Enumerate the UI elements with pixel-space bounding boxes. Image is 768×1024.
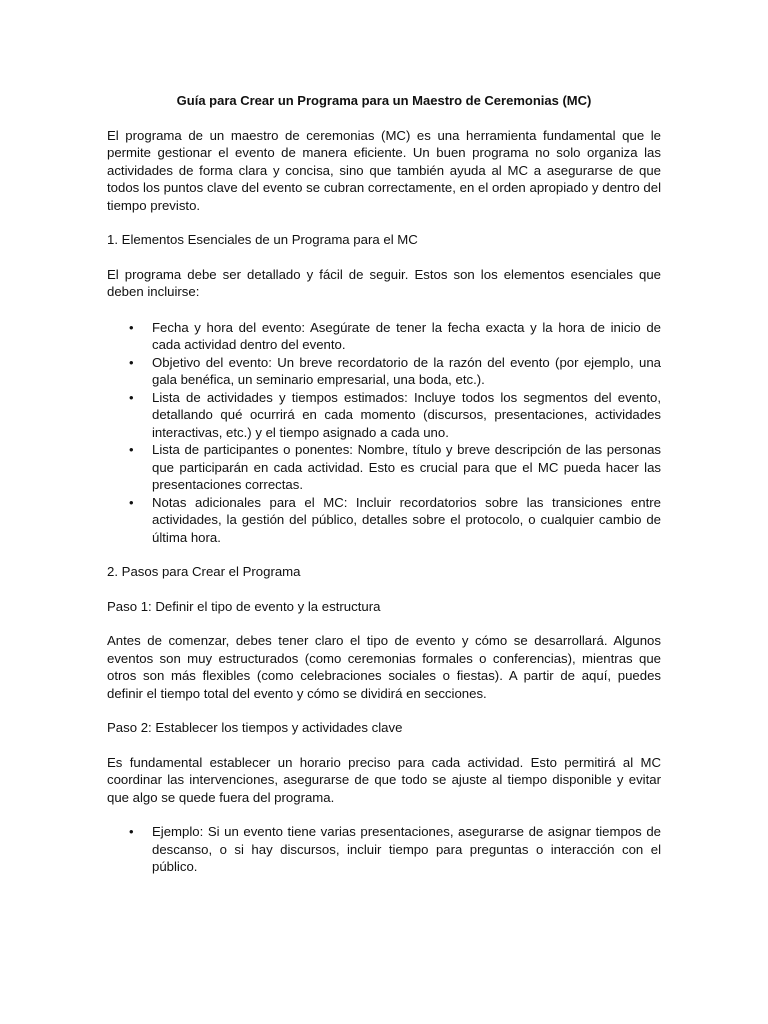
- document-page: [107, 92, 661, 893]
- list-item: [107, 354, 661, 389]
- section1-paragraph: El programa debe ser detallado y fácil de seguir. Estos son los elementos esenciales que deben incluirse:: [107, 266, 661, 299]
- document-title: Guía para Crear un Programa para un Maestro de Ceremonias (MC): [176, 93, 592, 108]
- section2-heading: 2. Pasos para Crear el Programa: [107, 564, 301, 579]
- list-item: [107, 389, 661, 442]
- list-item: [107, 823, 661, 876]
- step2-paragraph: Es fundamental establecer un horario preciso para cada actividad. Esto permitirá al MC coordinar las intervenciones, asegurarse de que todo se ajuste al tiempo disponible y evitar que algo se quede fuera del programa.: [107, 754, 661, 805]
- section1-bullet-list: [107, 319, 661, 547]
- step1-paragraph: Antes de comenzar, debes tener claro el tipo de evento y cómo se desarrollará. Algunos eventos son muy estructurados (como ceremonias formales o conferencias), mientras que otros son más flexibles (como celebraciones sociales o fiestas). A partir de aquí, puedes definir el tiempo total del evento y cómo se dividirá en secciones.: [107, 633, 661, 701]
- bullet-icon: •: [129, 354, 134, 370]
- step1-heading: Paso 1: Definir el tipo de evento y la estructura: [107, 598, 381, 614]
- bullet-icon: •: [129, 494, 134, 510]
- bullet-icon: •: [129, 389, 134, 405]
- list-item: [107, 494, 661, 547]
- intro-paragraph: El programa de un maestro de ceremonias (MC) es una herramienta fundamental que le permite gestionar el evento de manera eficiente. Un buen programa no solo organiza las actividades de forma clara y concisa, sino que también ayuda al MC a asegurarse de que todos los puntos clave del evento se cubran correctamente, en el orden apropiado y dentro del tiempo previsto.: [107, 127, 661, 213]
- bullet-icon: •: [129, 442, 134, 457]
- list-item-text: Fecha y hora del evento: Asegúrate de tener la fecha exacta y la hora de inicio de cada actividad dentro del evento.: [152, 319, 661, 352]
- step2-bullet-list: [107, 823, 661, 876]
- list-item-text: Ejemplo: Si un evento tiene varias presentaciones, asegurarse de asignar tiempos de descanso, o si hay discursos, incluir tiempo para preguntas o interacción con el público.: [152, 824, 661, 874]
- list-item-text: Notas adicionales para el MC: Incluir recordatorios sobre las transiciones entre actividades, la gestión del público, detalles sobre el protocolo, o cualquier cambio de última hora.: [152, 494, 661, 545]
- list-item: [107, 319, 661, 354]
- bullet-icon: •: [129, 319, 134, 335]
- list-item-text: Lista de actividades y tiempos estimados: Incluye todos los segmentos del evento, detallando qué ocurrirá en cada momento (discursos, presentaciones, actividades interactivas, etc.) y el tiempo asignado a cada uno.: [152, 389, 661, 440]
- bullet-icon: •: [129, 824, 134, 839]
- list-item-text: Lista de participantes o ponentes: Nombre, título y breve descripción de las personas que participarán en cada actividad. Esto es crucial para que el MC pueda hacer las presentaciones correctas.: [152, 442, 661, 492]
- list-item-text: Objetivo del evento: Un breve recordatorio de la razón del evento (por ejemplo, una gala benéfica, un seminario empresarial, una boda, etc.).: [152, 354, 661, 387]
- section1-heading: 1. Elementos Esenciales de un Programa para el MC: [107, 232, 418, 247]
- step2-heading: Paso 2: Establecer los tiempos y actividades clave: [107, 720, 403, 735]
- list-item: [107, 441, 661, 494]
